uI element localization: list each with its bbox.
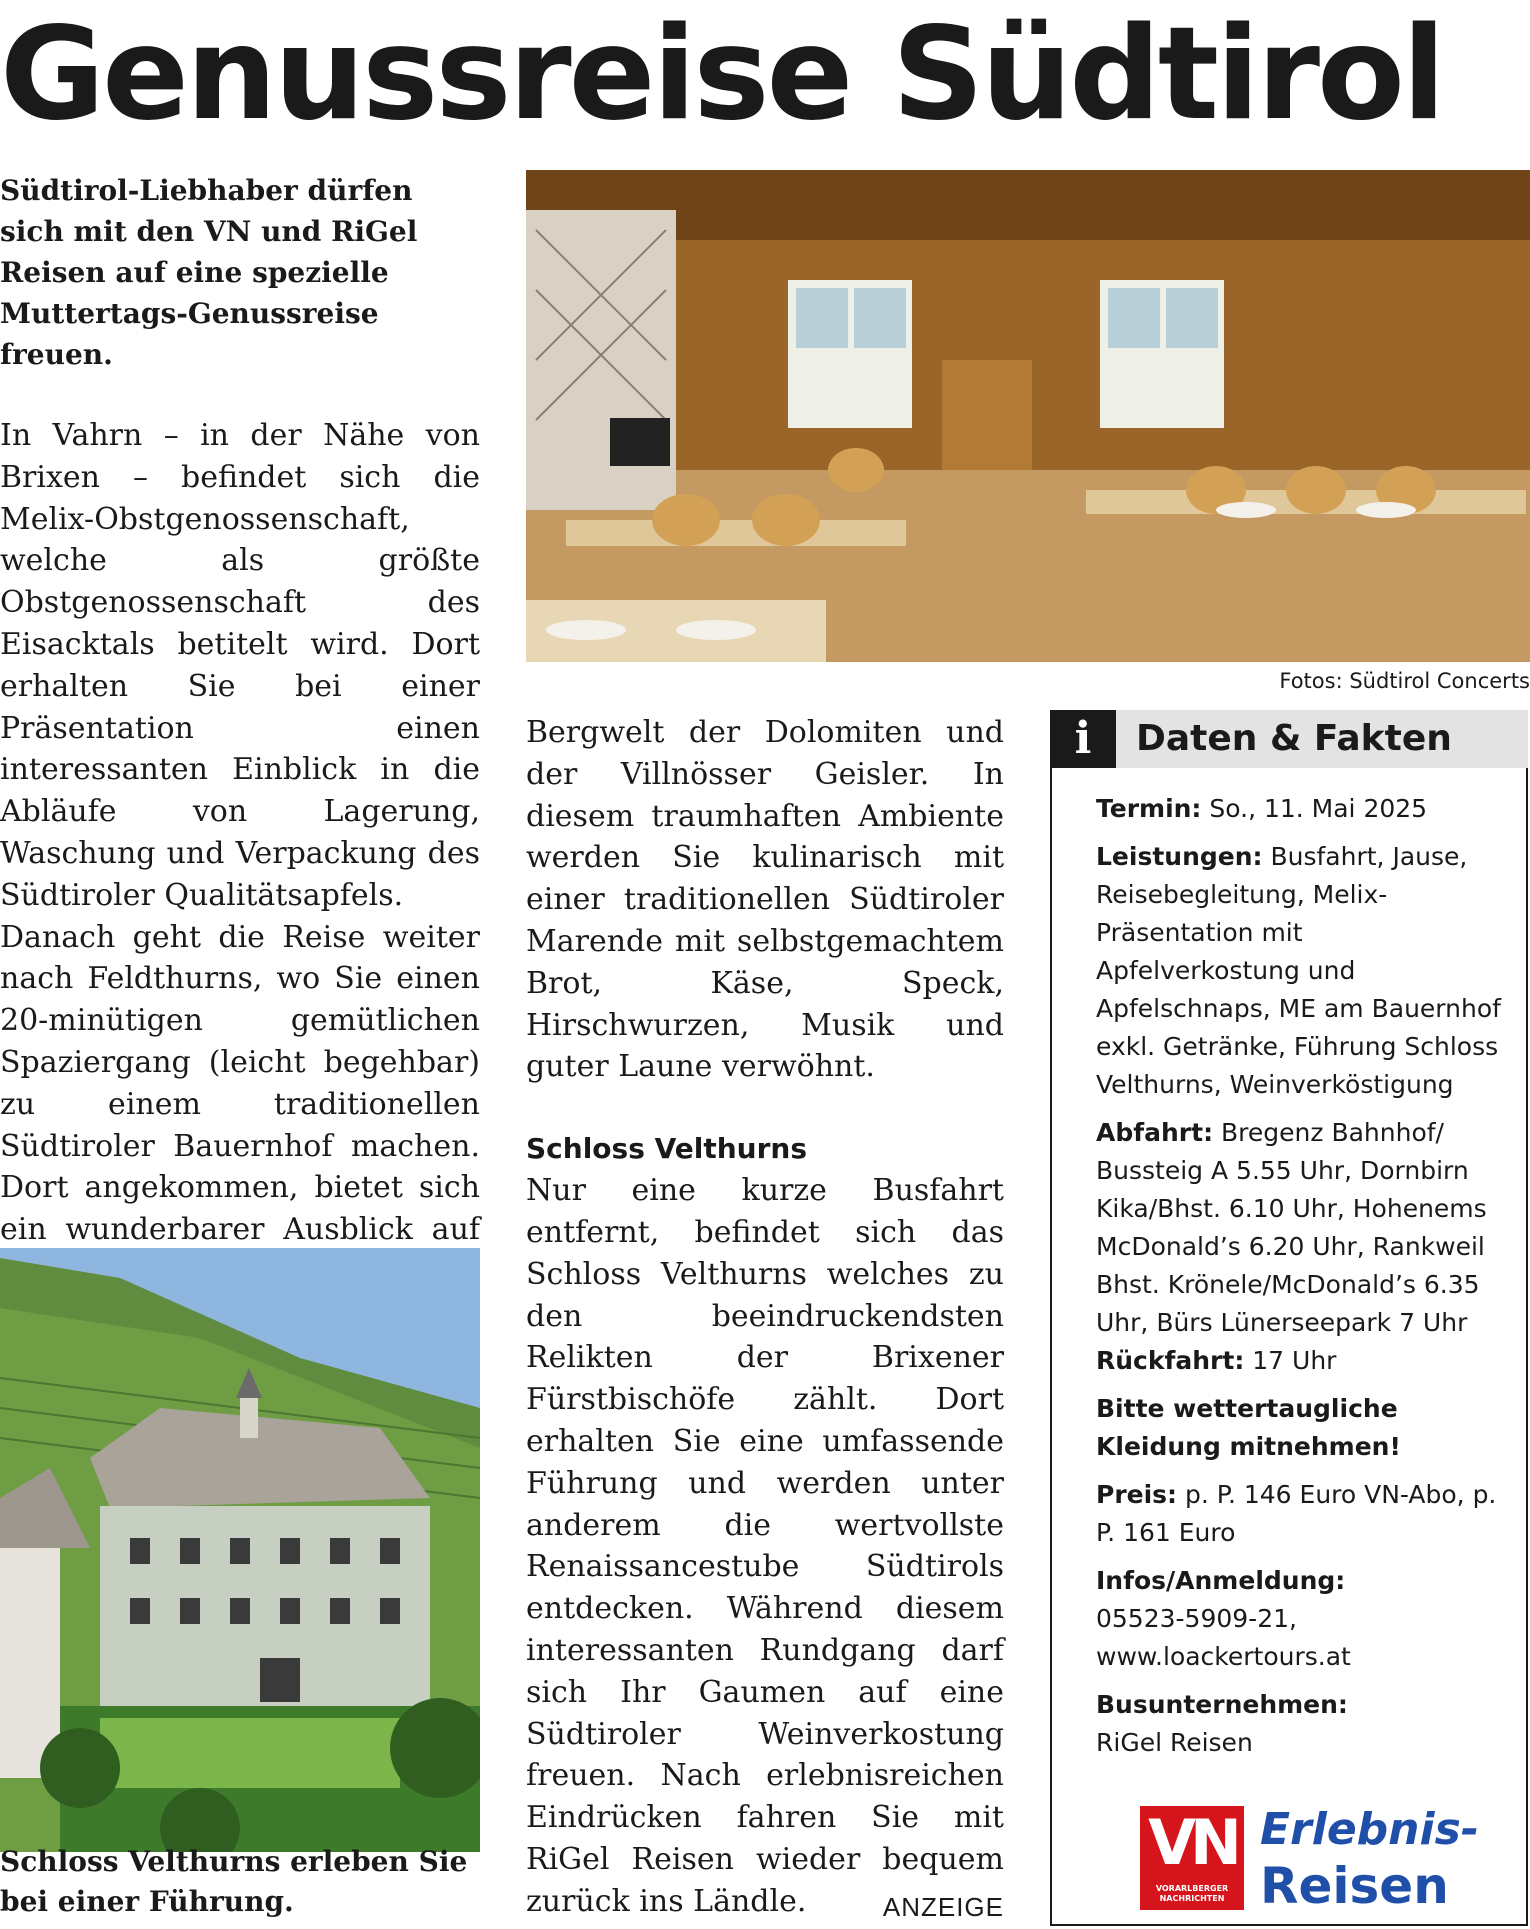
fact-leistungen — [1096, 838, 1512, 1104]
fact-label: Abfahrt: — [1096, 1118, 1214, 1147]
body-paragraph: Bergwelt der Dolomiten und der Villnösser Geisler. In diesem traumhaften Ambiente werden Sie kulinarisch mit einer traditionellen Südtiroler Marende mit selbstgemachtem Brot, Käse, Speck, Hirschwurzen, Musik und guter Laune verwöhnt. — [526, 715, 1004, 1085]
fact-label: Infos/Anmeldung: — [1096, 1566, 1346, 1595]
fact-value: RiGel Reisen — [1096, 1728, 1253, 1757]
fact-value: p. P. 146 Euro VN-Abo, p. P. 161 Euro — [1096, 1480, 1497, 1547]
article-column-2 — [526, 712, 1004, 1929]
logo-text-reisen: Reisen — [1260, 1857, 1449, 1915]
facts-box-body — [1052, 768, 1526, 1762]
fact-rueckfahrt — [1096, 1342, 1512, 1380]
restaurant-interior-photo — [526, 170, 1530, 662]
fact-label: Preis: — [1096, 1480, 1178, 1509]
fact-preis — [1096, 1476, 1512, 1552]
fact-hinweis — [1096, 1390, 1512, 1466]
info-icon: i — [1050, 710, 1116, 768]
vn-logo-subtitle-line: VORARLBERGER — [1155, 1884, 1229, 1893]
body-paragraph-text: Nur eine kurze Busfahrt entfernt, befindet sich das Schloss Velthurns welches zu den beeindruckendsten Relikten der Brixener Fürstbischöfe zählt. Dort erhalten Sie eine umfassende Führung und werden unter anderem die wertvollste Renaissancestube Südtirols entdecken. Während diesem interessanten Rundgang darf sich Ihr Gaumen auf eine Südtiroler Weinverkostung freuen. Nach erlebnisreichen Eindrücken fahren Sie mit RiGel Reisen wieder bequem zurück ins Ländle. — [526, 1173, 1004, 1919]
vn-logo-subtitle — [1140, 1884, 1244, 1904]
fact-value: 17 Uhr — [1252, 1346, 1337, 1375]
fact-note: Bitte wettertaugliche Kleidung mitnehmen! — [1096, 1394, 1401, 1461]
contact-phone: 05523-5909-21, — [1096, 1604, 1297, 1633]
article-column-1 — [0, 170, 480, 1293]
castle-photo-caption: Schloss Velthurns erleben Sie bei einer Führung. — [0, 1845, 468, 1918]
vn-logo-subtitle-line: NACHRICHTEN — [1159, 1894, 1225, 1903]
facts-box-title: Daten & Fakten — [1116, 710, 1528, 768]
fact-infos — [1096, 1562, 1512, 1676]
contact-website-link[interactable]: www.loackertours.at — [1096, 1642, 1351, 1671]
fact-value: Bregenz Bahnhof/ Bussteig A 5.55 Uhr, Dornbirn Kika/Bhst. 6.10 Uhr, Hohenems McDonald’s 6.20 Uhr, Rankweil Bhst. Krönele/McDonald’s 6.35 Uhr, Bürs Lünerseepark 7 Uhr — [1096, 1118, 1487, 1337]
body-paragraph: In Vahrn – in der Nähe von Brixen – befindet sich die Melix-Obstgenossenschaft, welche als größte Obstgenossenschaft des Eisacktals betitelt wird. Dort erhalten Sie bei einer Präsentation einen interessanten Einblick in die Abläufe von Lagerung, Waschung und Verpackung des Südtiroler Qualitätsapfels. — [0, 418, 480, 913]
body-paragraph: Danach geht die Reise weiter nach Feldthurns, wo Sie einen 20-minütigen gemütlichen Spaziergang (leicht begehbar) zu einem traditionellen Südtiroler Bauernhof machen. Dort angekommen, bietet sich ein wunderbarer Ausblick auf — [0, 919, 480, 1248]
fact-label: Leistungen: — [1096, 842, 1263, 871]
photo-credit: Fotos: Südtirol Concerts — [1279, 669, 1530, 693]
advertisement-label: ANZEIGE — [882, 1891, 1004, 1922]
subheading: Schloss Velthurns — [526, 1132, 807, 1166]
body-paragraph — [526, 1170, 1004, 1922]
facts-box — [1050, 710, 1528, 1926]
fact-bus — [1096, 1686, 1512, 1762]
fact-abfahrt — [1096, 1114, 1512, 1342]
castle-photo — [0, 1248, 480, 1852]
vn-logo-mark — [1140, 1806, 1244, 1910]
facts-box-header — [1050, 710, 1528, 768]
headline: Genussreise Südtirol — [0, 0, 1443, 149]
fact-label: Rückfahrt: — [1096, 1346, 1245, 1375]
vn-logo-letters: VN — [1148, 1806, 1236, 1879]
fact-termin — [1096, 790, 1512, 828]
fact-value: Busfahrt, Jause, Reisebegleitung, Melix-Präsentation mit Apfelverkostung und Apfelschnaps, ME am Bauernhof exkl. Getränke, Führung Schloss Velthurns, Weinverköstigung — [1096, 842, 1501, 1099]
fact-label: Termin: — [1096, 794, 1202, 823]
lead-paragraph: Südtirol-Liebhaber dürfen sich mit den VN und RiGel Reisen auf eine spezielle Muttertags-Genussreise freuen. — [0, 174, 418, 371]
vn-erlebnisreisen-logo — [1140, 1804, 1480, 1916]
fact-label: Busunternehmen: — [1096, 1690, 1348, 1719]
logo-text-erlebnis: Erlebnis- — [1260, 1804, 1480, 1855]
fact-value: So., 11. Mai 2025 — [1209, 794, 1428, 823]
